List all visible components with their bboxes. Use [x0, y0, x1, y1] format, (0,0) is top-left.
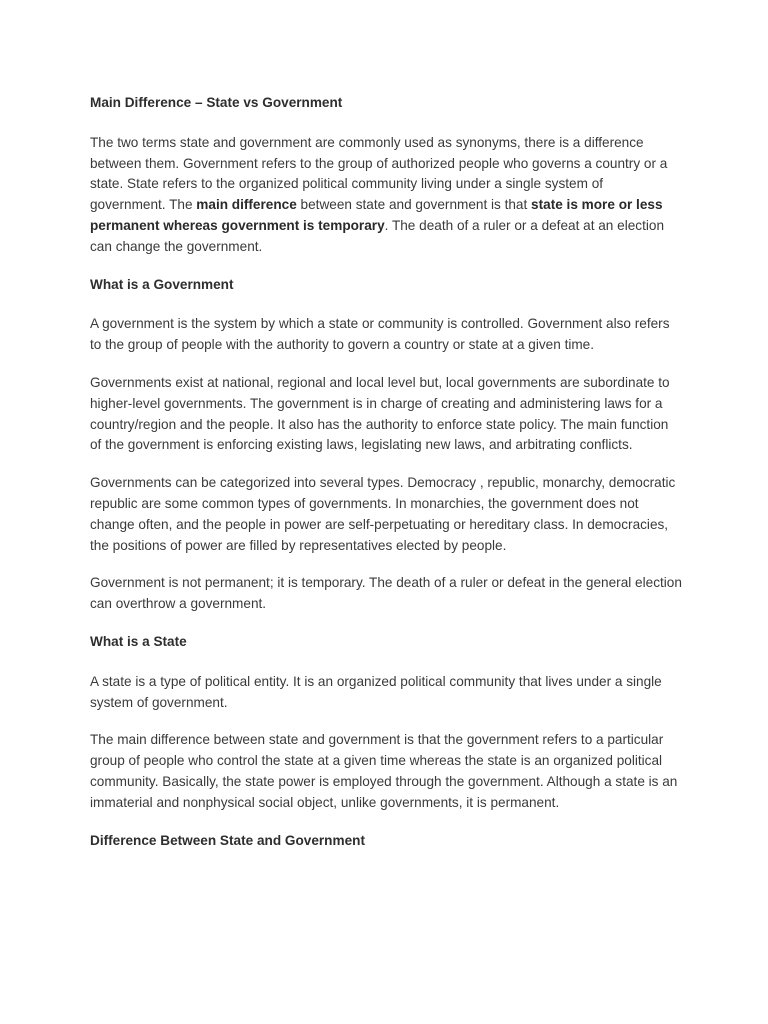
intro-text-3: . The death of a ruler or a defeat at an election can change the government. [90, 217, 665, 254]
government-paragraph-4: Government is not permanent; it is temporary. The death of a ruler or defeat in the general election can overthrow a government. [90, 575, 682, 612]
section-heading-government: What is a Government [90, 276, 234, 292]
state-paragraph-2: The main difference between state and government is that the government refers to a particular group of people who control the state at a given time whereas the state is an organized political community. Basically, the state power is employed through the government. Although a state is an immaterial and nonphysical social object, unlike governments, it is permanent. [90, 732, 678, 810]
government-paragraph-2: Governments exist at national, regional and local level but, local governments are subordinate to higher-level governments. The government is in charge of creating and administering laws for a country/region and the people. It also has the authority to enforce state policy. The main function of the government is enforcing existing laws, legislating new laws, and arbitrating conflicts. [90, 374, 670, 453]
intro-paragraph [90, 133, 682, 258]
government-paragraph-3: Governments can be categorized into several types. Democracy , republic, monarchy, democratic republic are some common types of governments. In monarchies, the government does not change often, and the people in power are self-perpetuating or hereditary class. In democracies, the positions of power are filled by representatives elected by people. [90, 475, 676, 553]
section-heading-difference: Difference Between State and Government [90, 832, 365, 848]
government-paragraph-1: A government is the system by which a state or community is controlled. Government also refers to the group of people with the authority to govern a country or state at a given time. [90, 316, 670, 353]
intro-bold-main-difference: main difference [196, 197, 297, 213]
intro-text-1: The two terms state and government are commonly used as synonyms, there is a difference between them. Government refers to the group of authorized people who governs a country or a state. State refers to the organized political community living under a single system of government. The [90, 134, 668, 213]
intro-text-2: between state and government is that [296, 197, 532, 213]
document-page [90, 93, 682, 870]
section-heading-state: What is a State [90, 633, 187, 649]
intro-bold-key-statement: state is more or less permanent whereas government is temporary [90, 197, 663, 233]
page-title: Main Difference – State vs Government [90, 95, 343, 110]
state-paragraph-1: A state is a type of political entity. It is an organized political community that lives under a single system of government. [90, 673, 662, 710]
